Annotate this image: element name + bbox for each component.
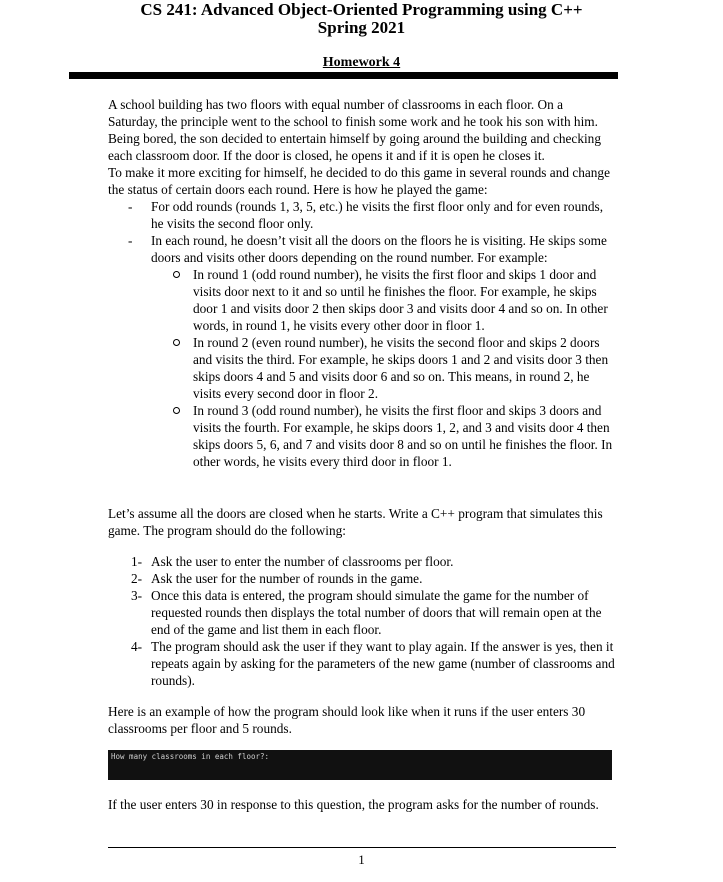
step-text: Ask the user for the number of rounds in the game. bbox=[151, 571, 423, 586]
footer-rule bbox=[108, 847, 616, 848]
example-paragraph: Here is an example of how the program should look like when it runs if the user enters 30 classrooms per floor and 5 rounds. bbox=[108, 704, 586, 736]
round-example-text: In round 1 (odd round number), he visits the first floor and skips 1 door and visits door next to it and so until he finishes the floor. For example, he skips door 1 and visits door 2 then skips door 3 and visits door 4 and so on. In other words, in round 1, he visits every other door in floor 1. bbox=[193, 267, 608, 333]
intro-paragraph-1: A school building has two floors with equal number of classrooms in each floor. On a Saturday, the principle went to the school to finish some work and he took his son with him. Being bored, the son decided to entertain himself by going around the building and checking each classroom door. If the door is closed, he opens it and if it is open he closes it. bbox=[108, 97, 601, 163]
terminal-prompt-text: How many classrooms in each floor?: bbox=[111, 752, 270, 761]
steps-section bbox=[108, 553, 616, 689]
list-item bbox=[108, 232, 616, 470]
step-number: 4- bbox=[131, 639, 143, 654]
terminal-screenshot bbox=[108, 750, 612, 780]
list-item bbox=[108, 198, 616, 232]
list-item bbox=[151, 266, 616, 334]
step-number: 2- bbox=[131, 571, 143, 586]
list-item bbox=[108, 638, 616, 689]
circle-bullet-icon bbox=[173, 339, 180, 346]
homework-title: Homework 4 bbox=[322, 55, 401, 70]
circle-bullet-icon bbox=[173, 407, 180, 414]
list-item bbox=[151, 402, 616, 470]
step-number: 3- bbox=[131, 588, 143, 603]
task-section bbox=[108, 505, 616, 539]
list-item bbox=[108, 587, 616, 638]
header-rule bbox=[69, 72, 618, 79]
intro-paragraph-2: To make it more exciting for himself, he decided to do this game in several rounds and change the status of certain doors each round. Here is how he played the game: bbox=[108, 165, 610, 197]
round-example-text: In round 2 (even round number), he visits the second floor and skips 2 doors and visits the third. For example, he skips doors 1 and 2 and visits door 3 then skips doors 4 and 5 and visits door 6 and so on. This means, in round 2, he visits every second door in floor 2. bbox=[193, 335, 609, 401]
rule-text: For odd rounds (rounds 1, 3, 5, etc.) he visits the first floor only and for even rounds, he visits the second floor only. bbox=[151, 199, 604, 231]
course-title: CS 241: Advanced Object-Oriented Programming using C++ bbox=[140, 0, 583, 19]
step-text: Ask the user to enter the number of classrooms per floor. bbox=[151, 554, 454, 569]
round-example-text: In round 3 (odd round number), he visits the first floor and skips 3 doors and visits the fourth. For example, he skips doors 1, 2, and 3 and visits door 4 then skips doors 5, 6, and 7 and visits door 8 and so on until he finishes the floor. In other words, he visits every third door in floor 1. bbox=[193, 403, 613, 469]
rules-list bbox=[108, 198, 616, 470]
list-item bbox=[108, 570, 616, 587]
example-section bbox=[108, 703, 616, 737]
page-number: 1 bbox=[358, 852, 365, 867]
step-text: Once this data is entered, the program should simulate the game for the number of requested rounds then displays the total number of doors that will remain open at the end of the game and list them in each floor. bbox=[151, 588, 602, 637]
term-title: Spring 2021 bbox=[317, 18, 406, 37]
rule-text: In each round, he doesn’t visit all the doors on the floors he is visiting. He skips some doors and visits other doors depending on the round number. For example: bbox=[151, 233, 607, 265]
list-item bbox=[108, 553, 616, 570]
step-number: 1- bbox=[131, 554, 143, 569]
after-example-section bbox=[108, 796, 616, 813]
intro-section bbox=[108, 96, 616, 470]
steps-list bbox=[108, 553, 616, 689]
after-example-paragraph: If the user enters 30 in response to this question, the program asks for the number of rounds. bbox=[108, 797, 599, 812]
list-item bbox=[151, 334, 616, 402]
task-paragraph: Let’s assume all the doors are closed when he starts. Write a C++ program that simulates this game. The program should do the following: bbox=[108, 506, 603, 538]
circle-bullet-icon bbox=[173, 271, 180, 278]
round-examples-list bbox=[151, 266, 616, 470]
step-text: The program should ask the user if they want to play again. If the answer is yes, then it repeats again by asking for the parameters of the new game (number of classrooms and rounds). bbox=[151, 639, 615, 688]
